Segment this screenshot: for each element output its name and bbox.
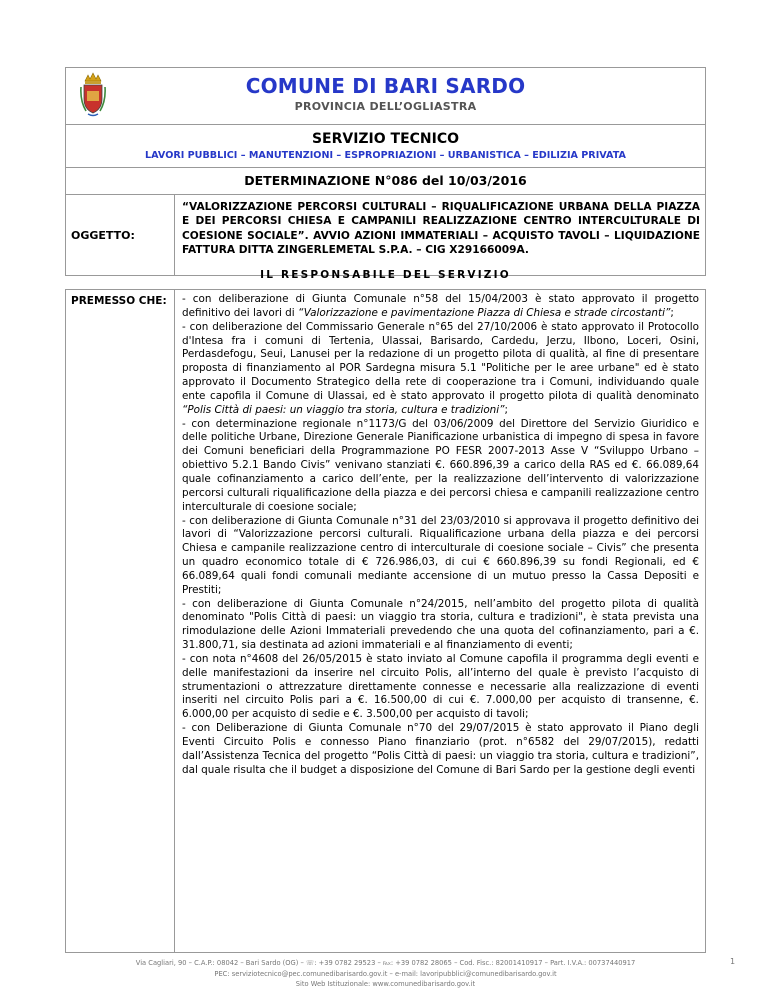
oggetto-label: OGGETTO:: [66, 195, 175, 275]
paragraph: - con Deliberazione di Giunta Comunale n°70 del 29/07/2015 è stato approvato il Piano degli Eventi Circuito Polis e connesso Piano finanziario (prot. n°6582 del 29/07/2015), redatti dall’Assistenza Tecnica del progetto “Polis Città di paesi: un viaggio tra storia, cultura e tradizioni”, dal quale risulta che il budget a disposizione del Comune di Bari Sardo per la gestione degli eventi: [182, 722, 699, 776]
header-servizio-row: [66, 125, 705, 168]
header-title-row: [66, 68, 705, 125]
paragraph: - con deliberazione di Giunta Comunale n°58 del 15/04/2003 è stato approvato il progetto definitivo dei lavori di “Valorizzazione e pavimentazione Piazza di Chiesa e strade circostanti”;: [182, 293, 699, 319]
paragraph: - con deliberazione di Giunta Comunale n°31 del 23/03/2010 si approvava il progetto definitivo dei lavori di “Valorizzazione percorsi culturali. Riqualificazione urbana della piazza e dei percorsi Chiesa e campanile realizzazione centro di interculturale di coesione sociale – Civis” che presenta un quadro economico totale di € 726.986,03, di cui € 660.896,39 su fondi Regionali, ed € 66.089,64 quali fondi comunali mediante accensione di un mutuo presso la Cassa Depositi e Prestiti;: [182, 514, 699, 596]
header-determinazione-row: [66, 168, 705, 195]
premesso-label: PREMESSO CHE:: [66, 290, 175, 952]
oggetto-text: “VALORIZZAZIONE PERCORSI CULTURALI – RIQUALIFICAZIONE URBANA DELLA PIAZZA E DEI PERCORSI CHIESA E CAMPANILI REALIZZAZIONE CENTRO INTERCULTURALE DI COESIONE SOCIALE”. AVVIO AZIONI IMMATERIALI – ACQUISTO TAVOLI – LIQUIDAZIONE FATTURA DITTA ZINGERLEMETAL S.P.A. – CIG X29166009A.: [182, 201, 700, 256]
page-footer: [65, 958, 706, 990]
page-number: 1: [730, 957, 736, 966]
oggetto-row: [66, 195, 705, 275]
paragraph: - con deliberazione di Giunta Comunale n°24/2015, nell’ambito del progetto pilota di qualità denominato "Polis Città di paesi: un viaggio tra storia, cultura e tradizioni", è stata prevista una rimodulazione delle Azioni Immateriali prevedendo che una quota del cofinanziamento, pari a €. 31.800,71, sia destinata ad azioni immateriali e al finanziamento di eventi;: [182, 597, 699, 652]
footer-website: Sito Web Istituzionale: www.comunedibarisardo.gov.it: [295, 980, 476, 988]
footer-email: PEC: serviziotecnico@pec.comunedibarisardo.gov.it – e-mail: lavoripubblici@comunedibarisardo.gov.it: [214, 969, 557, 978]
premesso-table: [65, 289, 706, 953]
paragraph: - con nota n°4608 del 26/05/2015 è stato inviato al Comune capofila il programma degli eventi e delle manifestazioni da inserire nel circuito Polis, all’interno del quale è previsto l’acquisto di strumentazioni o attrezzature direttamente connesse e necessarie alla realizzazione di eventi inseriti nel circuito Polis pari a €. 16.500,00 di cui €. 7.000,00 per acquisto di transenne, €. 6.000,00 per acquisto di sedie e €. 3.500,00 per acquisto di tavoli;: [182, 652, 699, 721]
footer-address: Via Cagliari, 90 – C.A.P.: 08042 – Bari Sardo (OG) – ☏: +39 0782 29523 – ℻: +39 0782 28065 – Cod. Fisc.: 82001410917 – Part. I.V.A.: 00737440917: [135, 959, 636, 967]
paragraph: - con deliberazione del Commissario Generale n°65 del 27/10/2006 è stato approvato il Protocollo d'Intesa fra i comuni di Tertenia, Ulassai, Barisardo, Cardedu, Jerzu, Ilbono, Loceri, Osini, Perdasdefogu, Seui, Lanusei per la redazione di un progetto pilota di qualità, al fine di presentare proposta di finanziamento al POR Sardegna misura 5.1 "Politiche per le aree urbane" ed è stato approvato il Documento Strategico della rete di cooperazione tra i Comuni, individuando quale ente capofila il Comune di Ulassai, ed è stato approvato il progetto pilota di qualità denominato “Polis Città di paesi: un viaggio tra storia, cultura e tradizioni”;: [182, 320, 699, 416]
provincia-subtitle: PROVINCIA DELL’OGLIASTRA: [294, 100, 477, 113]
responsabile-heading: IL RESPONSABILE DEL SERVIZIO: [260, 269, 511, 281]
paragraph: - con determinazione regionale n°1173/G del 03/06/2009 del Direttore del Servizio Giuridico e delle politiche Urbane, Direzione Generale Pianificazione urbanistica di impegno di spesa in favore dei Comuni beneficiari della Programmazione PO FESR 2007-2013 Asse V “Sviluppo Urbano – obiettivo 5.2.1 Bando Civis” venivano stanziati €. 660.896,39 a carico della RAS ed €. 66.089,64 quale cofinanziamento a carico dell’ente, per la realizzazione dell’intervento di valorizzazione percorsi culturali riqualificazione della piazza e dei percorsi chiesa e campanili realizzazione centro interculturale di coesione sociale;: [182, 417, 699, 513]
comune-title: COMUNE DI BARI SARDO: [245, 74, 526, 98]
determinazione-title: DETERMINAZIONE N°086 del 10/03/2016: [244, 173, 527, 188]
coat-of-arms-icon: [80, 71, 106, 117]
servizio-title: SERVIZIO TECNICO: [311, 131, 460, 147]
premesso-text: [175, 290, 705, 952]
settori-line: LAVORI PUBBLICI – MANUTENZIONI – ESPROPRIAZIONI – URBANISTICA – EDILIZIA PRIVATA: [145, 150, 626, 161]
document-header: [65, 67, 706, 276]
